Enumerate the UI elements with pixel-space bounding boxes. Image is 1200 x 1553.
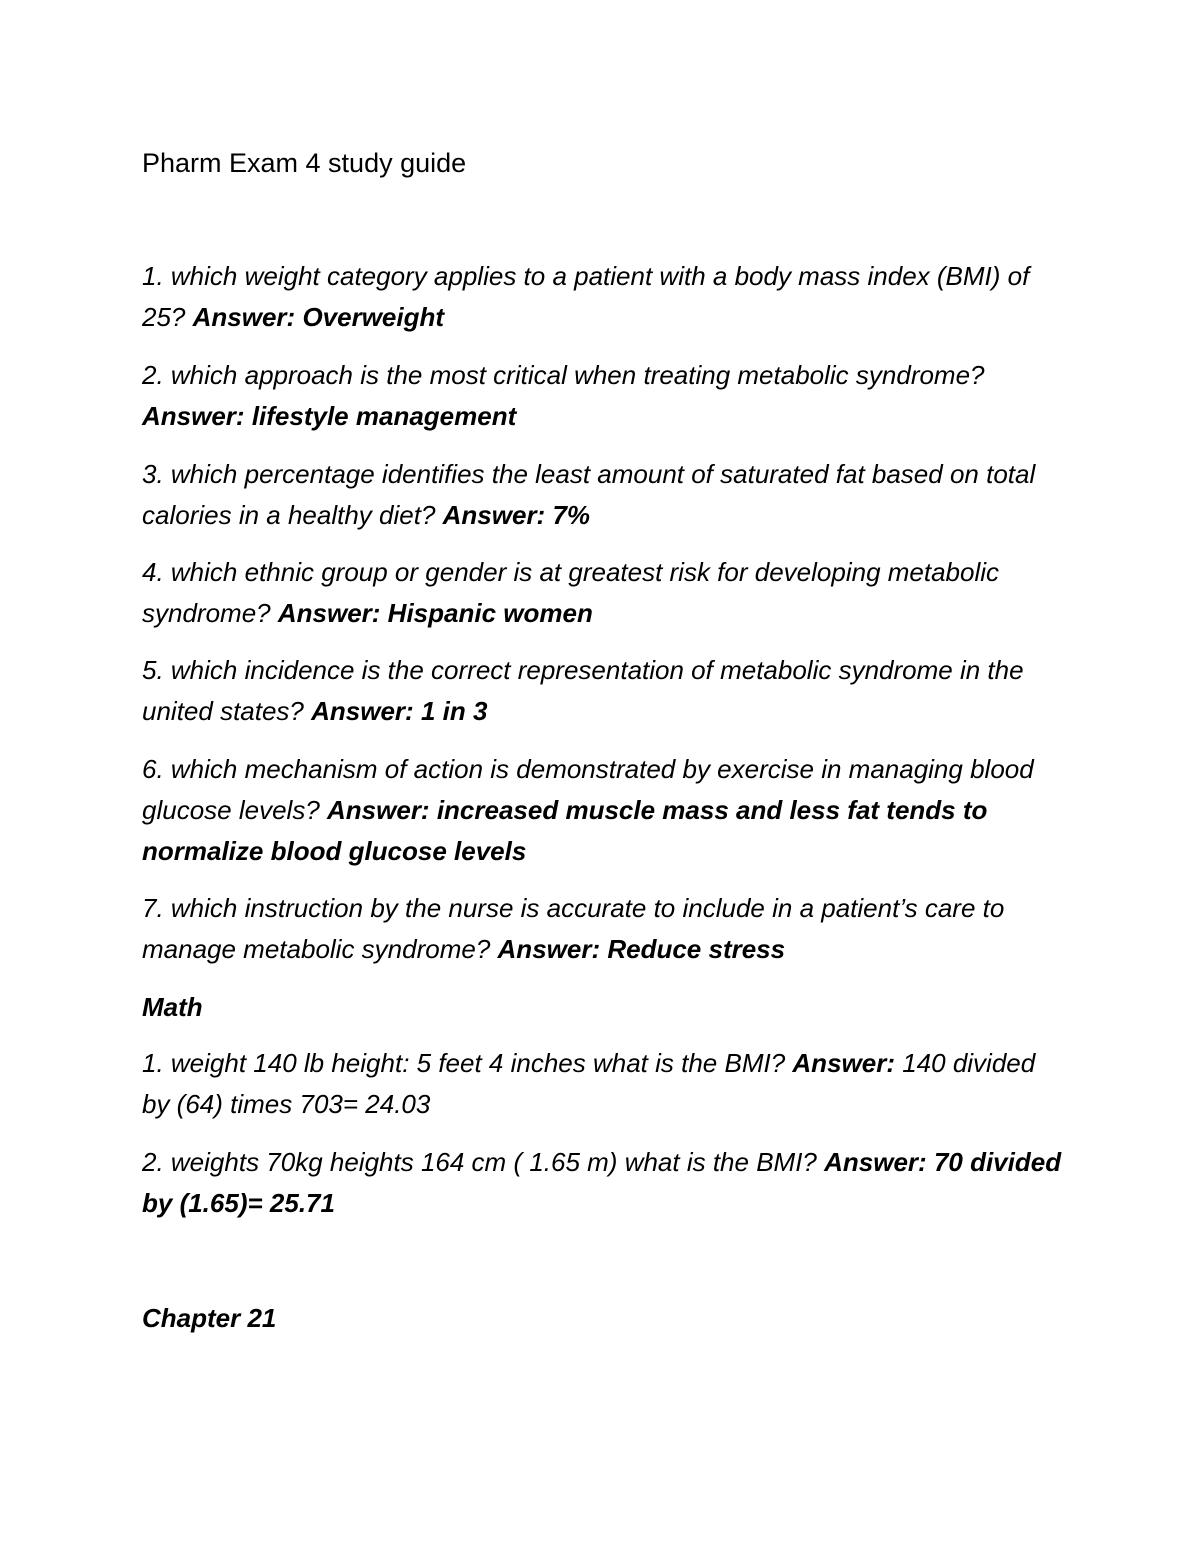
document-title: Pharm Exam 4 study guide bbox=[142, 148, 467, 178]
question-6 bbox=[142, 749, 1062, 872]
math-problem-2 bbox=[142, 1142, 1062, 1224]
question-prompt: 3. which percentage identifies the least amount of saturated fat based on total calories in a healthy diet? bbox=[142, 459, 1036, 530]
answer-text: 1 in 3 bbox=[420, 696, 488, 726]
question-7 bbox=[142, 888, 1062, 970]
question-prompt: 2. which approach is the most critical when treating metabolic syndrome? bbox=[142, 360, 985, 390]
question-5 bbox=[142, 650, 1062, 732]
question-prompt: 4. which ethnic group or gender is at greatest risk for developing metabolic syndrome? bbox=[142, 557, 1000, 628]
question-prompt: 1. which weight category applies to a patient with a body mass index (BMI) of 25? bbox=[142, 261, 1030, 332]
answer-label: Answer: bbox=[142, 401, 245, 431]
math-prompt: 1. weight 140 lb height: 5 feet 4 inches what is the BMI? bbox=[142, 1048, 786, 1078]
answer-label: Answer: bbox=[824, 1147, 927, 1177]
question-prompt: 7. which instruction by the nurse is accurate to include in a patient’s care to manage metabolic syndrome? bbox=[142, 893, 1005, 964]
question-1 bbox=[142, 256, 1062, 338]
answer-text: Overweight bbox=[302, 302, 445, 332]
question-3 bbox=[142, 454, 1062, 536]
answer-label: Answer: bbox=[497, 934, 601, 964]
answer-label: Answer: bbox=[311, 696, 414, 726]
answer-text: 7% bbox=[552, 500, 591, 530]
answer-label: Answer: bbox=[192, 302, 296, 332]
math-prompt: 2. weights 70kg heights 164 cm ( 1.65 m) what is the BMI? bbox=[142, 1147, 817, 1177]
answer-text: 70 divided by (1.65)= 25.71 bbox=[142, 1147, 1062, 1218]
question-2 bbox=[142, 355, 1062, 437]
question-prompt: 6. which mechanism of action is demonstrated by exercise in managing blood glucose levels? bbox=[142, 754, 1034, 825]
answer-text: lifestyle management bbox=[251, 401, 517, 431]
question-4 bbox=[142, 552, 1062, 634]
answer-text: 140 divided by (64) times 703= 24.03 bbox=[142, 1048, 1036, 1119]
answer-label: Answer: bbox=[277, 598, 381, 628]
answer-label: Answer: bbox=[327, 795, 430, 825]
math-heading: Math bbox=[142, 992, 203, 1022]
answer-label: Answer: bbox=[442, 500, 546, 530]
answer-label: Answer: bbox=[792, 1048, 895, 1078]
answer-text: Reduce stress bbox=[607, 934, 786, 964]
question-prompt: 5. which incidence is the correct representation of metabolic syndrome in the united states? bbox=[142, 655, 1024, 726]
math-problem-1 bbox=[142, 1043, 1062, 1125]
chapter-heading: Chapter 21 bbox=[142, 1303, 277, 1333]
answer-text: increased muscle mass and less fat tends to normalize blood glucose levels bbox=[142, 795, 988, 866]
answer-text: Hispanic women bbox=[387, 598, 593, 628]
